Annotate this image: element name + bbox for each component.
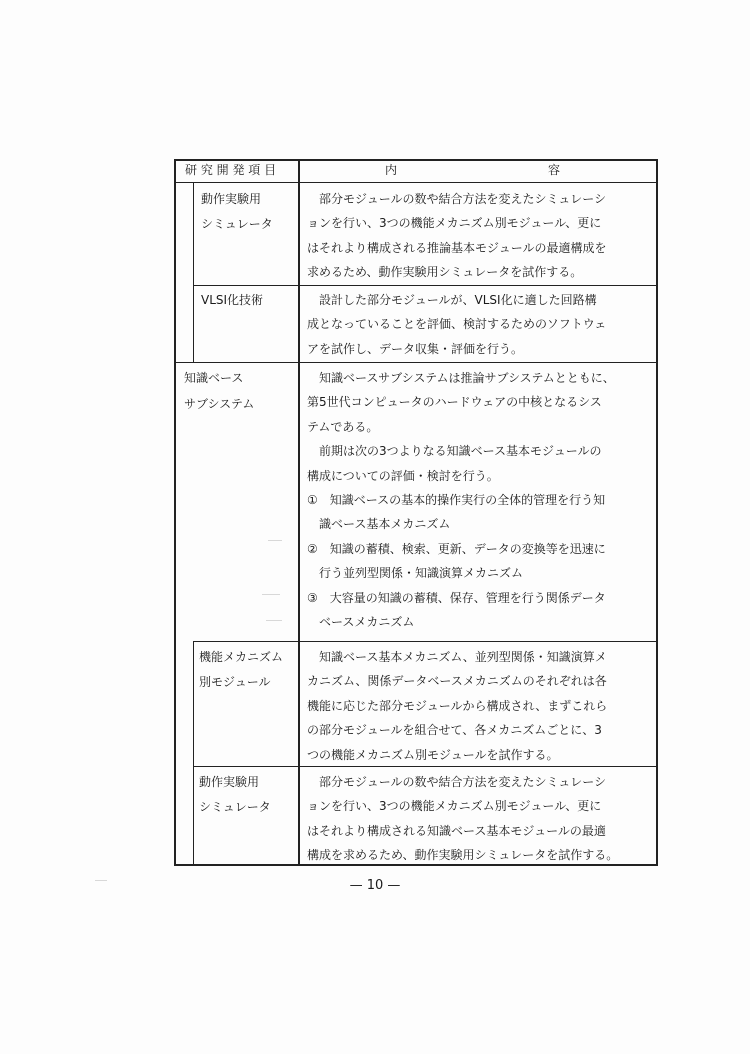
subitem-indent-line-1 <box>193 182 194 362</box>
row5-line2: ョンを行い、3つの機能メカニズム別モジュール、更に <box>307 799 602 814</box>
row5-label-line1: 動作実験用 <box>199 775 260 789</box>
row3-line2: 第5世代コンピュータのハードウェアの中核となるシス <box>307 395 602 410</box>
row1-line4: 求めるため、動作実験用シミュレータを試作する。 <box>307 265 583 280</box>
row5-line1: 部分モジュールの数や結合方法を変えたシミュレーシ <box>307 775 607 789</box>
row-divider-2 <box>174 362 657 363</box>
row3-label-line2: サブシステム <box>184 397 255 411</box>
row4-label-line1: 機能メカニズム <box>199 650 284 664</box>
row4-line3: 機能に応じた部分モジュールから構成され、まずこれら <box>307 698 608 713</box>
column-divider <box>298 159 300 866</box>
scan-speck <box>268 540 282 541</box>
table-right-border <box>656 159 658 866</box>
page-number: — 10 — <box>349 878 401 893</box>
row3-line7: 識ベース基本メカニズム <box>307 517 451 532</box>
header-content-column-left: 内 <box>385 163 398 177</box>
row5-line3: はそれより構成される知識ベース基本モジュールの最適 <box>307 823 606 838</box>
row2-line2: 成となっていることを評価、検討するためのソフトウェ <box>307 317 607 332</box>
row1-line2: ョンを行い、3つの機能メカニズム別モジュール、更に <box>307 216 602 231</box>
row3-line1: 知識ベースサブシステムは推論サブシステムとともに、 <box>307 371 615 385</box>
header-content-column-right: 容 <box>548 163 561 177</box>
scan-speck <box>266 620 282 621</box>
row5-content <box>307 770 652 868</box>
row2-label: VLSI化技術 <box>201 293 264 307</box>
row-divider-1 <box>193 285 657 286</box>
row1-content <box>307 187 652 285</box>
header-item-column: 研 究 開 発 項 目 <box>185 163 277 177</box>
row3-line3: テムである。 <box>307 419 379 434</box>
row3-content <box>307 366 652 634</box>
subitem-indent-line-2 <box>193 641 194 865</box>
row1-line3: はそれより構成される推論基本モジュールの最適構成を <box>307 240 607 255</box>
row4-content <box>307 645 652 767</box>
row2-line3: アを試作し、データ収集・評価を行う。 <box>307 341 524 356</box>
row3-line4: 前期は次の3つよりなる知識ベース基本モジュールの <box>307 444 602 459</box>
row3-label-line1: 知識ベース <box>184 371 244 385</box>
table-left-border <box>174 159 176 866</box>
row2-content <box>307 288 652 361</box>
row4-line4: の部分モジュールを組合せて、各メカニズムごとに、3 <box>307 723 602 738</box>
row2-line1: 設計した部分モジュールが、VLSI化に適した回路構 <box>307 293 597 307</box>
row3-line6: ① 知識ベースの基本的操作実行の全体的管理を行う知 <box>307 492 606 507</box>
scan-speck <box>262 594 280 595</box>
header-divider <box>174 182 658 183</box>
row5-line4: 構成を求めるため、動作実験用シミュレータを試作する。 <box>307 848 619 863</box>
row4-label-line2: 別モジュール <box>199 675 271 689</box>
row4-line5: つの機能メカニズム別モジュールを試作する。 <box>307 747 559 762</box>
scan-speck <box>95 880 107 881</box>
row3-line10: ③ 大容量の知識の蓄積、保存、管理を行う関係データ <box>307 590 606 605</box>
row4-line2: カニズム、関係データベースメカニズムのそれぞれは各 <box>307 674 607 689</box>
row3-line11: ベースメカニズム <box>307 614 415 629</box>
row1-label-line2: シミュレータ <box>201 217 273 231</box>
row5-label-line2: シミュレータ <box>199 800 271 814</box>
row1-label-line1: 動作実験用 <box>201 192 262 206</box>
row3-line8: ② 知識の蓄積、検索、更新、データの変換等を迅速に <box>307 541 606 556</box>
row-divider-3 <box>193 641 657 642</box>
row1-line1: 部分モジュールの数や結合方法を変えたシミュレーシ <box>307 192 607 206</box>
row3-line9: 行う並列型関係・知識演算メカニズム <box>307 566 524 581</box>
row3-line5: 構成についての評価・検討を行う。 <box>307 468 499 483</box>
row4-line1: 知識ベース基本メカニズム、並列型関係・知識演算メ <box>307 650 607 664</box>
